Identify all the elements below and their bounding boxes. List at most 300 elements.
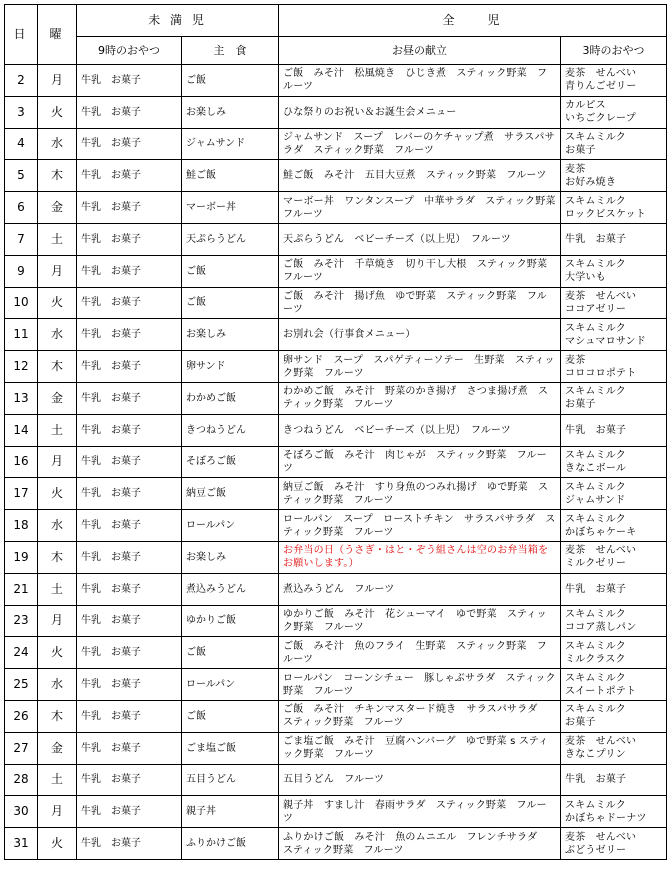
table-row [5,319,667,351]
weekday-cell [38,700,77,732]
weekday-cell-text: 月 [50,454,63,469]
day-cell-text: 11 [13,327,29,342]
staple-cell [182,732,279,764]
staple-cell-text: そぼろご飯 [186,456,236,468]
weekday-cell-text: 月 [50,72,63,87]
snack3-cell [561,192,667,224]
staple-cell [182,160,279,192]
table-row [5,605,667,637]
lunch-cell-text: ご飯 みそ汁 松風焼き ひじき煮 スティック野菜 フルーツ [283,68,548,93]
snack3-cell-text: スキムミルク スイートポテト [565,672,637,697]
snack9-cell [77,637,182,669]
lunch-cell [279,414,561,446]
snack9-cell [77,319,182,351]
table-row [5,732,667,764]
lunch-cell [279,319,561,351]
snack3-cell [561,669,667,701]
snack9-cell-text: 牛乳 お菓子 [81,520,141,532]
snack9-cell [77,192,182,224]
weekday-cell-text: 火 [50,104,63,119]
staple-cell [182,764,279,796]
snack3-cell [561,605,667,637]
weekday-cell [38,287,77,319]
table-row [5,828,667,860]
snack9-cell-text: 牛乳 お菓子 [81,806,141,818]
snack3-cell-text: スキムミルク かぼちゃドーナツ [565,799,647,824]
staple-cell [182,351,279,383]
snack3-cell-text: スキムミルク お菓子 [565,386,626,411]
snack9-cell-text: 牛乳 お菓子 [81,551,141,563]
day-cell [5,828,38,860]
day-cell-text: 5 [17,168,25,183]
staple-cell-text: ご飯 [186,265,206,277]
snack9-cell-text: 牛乳 お菓子 [81,138,141,150]
lunch-cell [279,605,561,637]
staple-cell [182,637,279,669]
table-row [5,287,667,319]
snack3-cell-text: スキムミルク かぼちゃケーキ [565,513,637,538]
weekday-cell-text: 木 [50,708,63,723]
snack9-cell [77,573,182,605]
staple-cell [182,478,279,510]
day-cell-text: 2 [17,72,25,87]
lunch-cell-text: 天ぷらうどん ベビーチーズ（以上児） フルーツ [283,233,511,245]
header-snack9: 9時のおやつ [77,37,182,65]
table-row [5,700,667,732]
staple-cell [182,828,279,860]
day-cell [5,319,38,351]
snack9-cell-text: 牛乳 お菓子 [81,329,141,341]
staple-cell [182,382,279,414]
lunch-cell [279,65,561,97]
lunch-cell [279,192,566,224]
snack9-cell [77,223,182,255]
snack9-cell [77,828,182,860]
day-cell-text: 31 [13,836,29,851]
day-cell-text: 23 [13,613,29,628]
header-row-sub [5,37,667,65]
snack3-cell [561,65,667,97]
lunch-cell-text: ロールパン コーンシチュー 豚しゃぶサラダ スティック野菜 フルーツ [283,672,556,697]
day-cell-text: 3 [17,104,25,119]
lunch-cell-text: ゆかりご飯 みそ汁 花シューマイ ゆで野菜 スティック野菜 フルーツ [283,608,547,633]
staple-cell [182,605,279,637]
weekday-cell [38,478,77,510]
snack3-cell [561,764,667,796]
snack3-cell-text: スキムミルク 大学いも [565,259,626,284]
weekday-cell-text: 金 [50,740,63,755]
day-cell [5,160,38,192]
staple-cell-text: ロールパン [186,520,236,532]
snack9-cell-text: 牛乳 お菓子 [81,838,141,850]
weekday-cell-text: 土 [50,422,63,437]
day-cell [5,65,38,97]
weekday-cell [38,573,77,605]
weekday-cell-text: 木 [50,359,63,374]
snack3-cell [561,223,667,255]
snack3-cell-text: 麦茶 せんべい 青りんごゼリー [565,68,637,93]
day-cell-text: 21 [13,581,29,596]
lunch-cell-text: 納豆ご飯 みそ汁 すり身魚のつみれ揚げ ゆで野菜 スティック野菜 フルーツ [283,481,549,506]
snack9-cell [77,128,182,160]
snack3-cell-text: カルピス いちごクレープ [565,100,636,125]
lunch-cell-text: 五目うどん フルーツ [283,774,385,786]
weekday-cell-text: 土 [50,772,63,787]
weekday-cell [38,255,77,287]
snack3-cell [561,255,667,287]
staple-cell-text: わかめご飯 [186,392,236,404]
snack9-cell-text: 牛乳 お菓子 [81,74,141,86]
weekday-cell [38,319,77,351]
snack9-cell-text: 牛乳 お菓子 [81,615,141,627]
staple-cell [182,65,279,97]
staple-cell [182,223,279,255]
staple-cell-text: 鮭ご飯 [186,170,216,182]
snack3-cell-text: 麦茶 せんべい ぶどうゼリー [565,831,637,856]
snack9-cell [77,446,182,478]
day-cell-text: 7 [17,231,25,246]
lunch-cell [279,128,561,160]
weekday-cell-text: 木 [50,168,63,183]
lunch-cell-text: 鮭ご飯 みそ汁 五目大豆煮 スティック野菜 フルーツ [283,170,547,182]
day-cell [5,796,38,828]
lunch-cell [279,255,561,287]
weekday-cell [38,351,77,383]
day-cell-text: 10 [13,295,29,310]
snack9-cell-text: 牛乳 お菓子 [81,710,141,722]
lunch-cell-text: マーボー丼 ワンタンスープ 中華サラダ スティック野菜 フルーツ [283,195,566,220]
header-staple: 主 食 [182,37,279,65]
lunch-cell-text: ご飯 みそ汁 千草焼き 切り干し大根 スティック野菜 フルーツ [283,259,558,284]
table-row [5,541,667,573]
day-cell [5,510,38,542]
weekday-cell [38,828,77,860]
snack3-cell-text: スキムミルク ミルクラスク [565,640,626,665]
header-under3: 未 満 児 [77,5,279,37]
staple-cell-text: ジャムサンド [186,138,246,150]
lunch-cell [279,700,561,732]
table-row [5,382,667,414]
table-row [5,478,667,510]
snack3-cell [561,828,667,860]
snack3-cell [561,319,667,351]
snack3-cell-text: スキムミルク ココア蒸しパン [565,608,637,633]
weekday-cell [38,764,77,796]
snack9-cell-text: 牛乳 お菓子 [81,106,141,118]
lunch-cell [279,478,561,510]
lunch-cell-text: お別れ会（行事食メニュー） [283,329,416,341]
snack9-cell [77,796,182,828]
snack9-cell-text: 牛乳 お菓子 [81,361,141,373]
lunch-cell [279,541,561,573]
lunch-cell-text: わかめご飯 みそ汁 野菜のかき揚げ さつま揚げ煮 スティック野菜 フルーツ [283,386,549,411]
day-cell [5,192,38,224]
day-cell [5,478,38,510]
day-cell-text: 12 [13,359,29,374]
staple-cell-text: ご飯 [186,647,206,659]
snack9-cell-text: 牛乳 お菓子 [81,202,141,214]
snack3-cell-text: 麦茶 せんべい ミルクゼリー [565,545,637,570]
day-cell [5,541,38,573]
weekday-cell-text: 金 [50,390,63,405]
snack3-cell [561,128,667,160]
staple-cell-text: ご飯 [186,74,206,86]
header-row-top [5,5,667,37]
snack9-cell [77,65,182,97]
lunch-cell-text: そぼろご飯 みそ汁 肉じゃが スティック野菜 フルーツ [283,449,547,474]
day-cell-text: 14 [13,422,29,437]
day-cell-text: 30 [13,804,29,819]
snack3-cell-text: 牛乳 お菓子 [565,424,627,436]
snack3-cell [561,160,667,192]
lunch-cell [279,669,561,701]
weekday-cell-text: 月 [50,263,63,278]
snack3-cell [561,541,667,573]
staple-cell-text: お楽しみ [186,551,226,563]
weekday-cell [38,223,77,255]
weekday-cell [38,541,77,573]
snack9-cell [77,732,182,764]
weekday-cell [38,65,77,97]
snack3-cell [561,446,667,478]
weekday-cell [38,128,77,160]
snack3-cell-text: 牛乳 お菓子 [565,233,627,245]
lunch-cell [279,287,561,319]
snack3-cell [561,414,667,446]
weekday-cell [38,637,77,669]
table-row [5,160,667,192]
staple-cell [182,541,279,573]
header-all: 全 児 [279,5,667,37]
snack3-cell [561,287,667,319]
staple-cell [182,446,279,478]
snack9-cell [77,669,182,701]
snack9-cell-text: 牛乳 お菓子 [81,774,141,786]
snack3-cell-text: スキムミルク ジャムサンド [565,481,626,506]
snack9-cell [77,541,182,573]
lunch-cell-text: きつねうどん ベビーチーズ（以上児） フルーツ [283,424,511,436]
staple-cell [182,573,279,605]
weekday-cell-text: 月 [50,613,63,628]
lunch-cell [279,637,561,669]
staple-cell-text: きつねうどん [186,424,246,436]
staple-cell-text: 煮込みうどん [186,583,246,595]
table-row [5,637,667,669]
snack9-cell [77,382,182,414]
lunch-cell-text: ごま塩ご飯 みそ汁 豆腐ハンバーグ ゆで野菜 s スティック野菜 フルーツ [283,736,549,761]
snack3-cell-text: 麦茶 お好み焼き [565,163,617,188]
header-weekday: 曜 [38,5,77,65]
snack3-cell [561,351,667,383]
snack3-cell [561,732,667,764]
lunch-cell-text: ご飯 みそ汁 揚げ魚 ゆで野菜 スティック野菜 フルーツ [283,290,547,315]
lunch-cell [279,828,561,860]
day-cell [5,255,38,287]
snack3-cell [561,637,667,669]
day-cell [5,605,38,637]
weekday-cell-text: 月 [50,804,63,819]
snack3-cell [561,700,667,732]
lunch-cell [279,573,561,605]
table-row [5,65,667,97]
snack3-cell-text: 牛乳 お菓子 [565,774,627,786]
day-cell [5,732,38,764]
weekday-cell-text: 水 [50,136,63,151]
table-row [5,446,667,478]
snack3-cell-text: スキムミルク お菓子 [565,131,626,156]
staple-cell-text: 五目うどん [186,774,236,786]
table-row [5,128,667,160]
snack9-cell [77,287,182,319]
snack9-cell [77,605,182,637]
staple-cell-text: 天ぷらうどん [186,233,246,245]
staple-cell-text: ご飯 [186,710,206,722]
snack9-cell [77,160,182,192]
monthly-menu-table [4,4,667,860]
lunch-cell [279,510,561,542]
weekday-cell-text: 火 [50,645,63,660]
staple-cell [182,669,279,701]
day-cell-text: 19 [13,549,29,564]
staple-cell-text: ロールパン [186,679,236,691]
day-cell-text: 17 [13,486,29,501]
staple-cell [182,319,279,351]
day-cell [5,96,38,128]
snack3-cell [561,573,667,605]
day-cell [5,223,38,255]
lunch-cell-text: 煮込みうどん フルーツ [283,583,395,595]
weekday-cell [38,414,77,446]
weekday-cell [38,160,77,192]
snack3-cell-text: スキムミルク ロックビスケット [565,195,646,220]
snack9-cell-text: 牛乳 お菓子 [81,742,141,754]
lunch-cell-text: ロールパン スープ ローストチキン サラスパサラダ スティック野菜 フルーツ [283,513,556,538]
weekday-cell-text: 土 [50,231,63,246]
staple-cell-text: ご飯 [186,297,206,309]
table-row [5,96,667,128]
day-cell [5,764,38,796]
day-cell-text: 9 [17,263,25,278]
table-row [5,669,667,701]
day-cell [5,351,38,383]
snack3-cell [561,96,667,128]
header-day: 日 [5,5,38,65]
lunch-cell [279,796,561,828]
staple-cell-text: お楽しみ [186,329,226,341]
snack3-cell [561,478,667,510]
day-cell-text: 27 [13,740,29,755]
snack3-cell-text: 麦茶 せんべい きなこプリン [565,736,637,761]
snack3-cell-text: スキムミルク お菓子 [565,704,626,729]
weekday-cell [38,605,77,637]
lunch-cell [279,382,561,414]
staple-cell [182,287,279,319]
snack3-cell-text: 麦茶 コロコロポテト [565,354,637,379]
day-cell-text: 25 [13,677,29,692]
lunch-cell [279,223,561,255]
weekday-cell [38,96,77,128]
lunch-cell [279,96,561,128]
day-cell-text: 4 [17,136,25,151]
day-cell [5,128,38,160]
weekday-cell-text: 木 [50,549,63,564]
snack9-cell-text: 牛乳 お菓子 [81,647,141,659]
snack9-cell [77,414,182,446]
weekday-cell [38,192,77,224]
staple-cell-text: お楽しみ [186,106,226,118]
day-cell [5,700,38,732]
lunch-cell [279,160,561,192]
snack3-cell [561,382,667,414]
staple-cell [182,700,279,732]
staple-cell-text: 親子丼 [186,806,216,818]
table-row [5,192,667,224]
weekday-cell-text: 金 [50,200,63,215]
snack9-cell-text: 牛乳 お菓子 [81,583,141,595]
staple-cell-text: 納豆ご飯 [186,488,226,500]
lunch-cell-text: ご飯 みそ汁 チキンマスタード焼き サラスパサラダ スティック野菜 フルーツ [283,704,548,729]
day-cell-text: 18 [13,518,29,533]
snack9-cell-text: 牛乳 お菓子 [81,392,141,404]
staple-cell-text: ごま塩ご飯 [186,742,236,754]
day-cell [5,669,38,701]
table-row [5,510,667,542]
staple-cell-text: ゆかりご飯 [186,615,236,627]
day-cell [5,382,38,414]
lunch-cell [279,764,561,796]
table-row [5,573,667,605]
day-cell [5,573,38,605]
table-row [5,351,667,383]
table-row [5,764,667,796]
staple-cell-text: ふりかけご飯 [186,838,246,850]
weekday-cell-text: 水 [50,518,63,533]
day-cell-text: 16 [13,454,29,469]
header-lunch: お昼の献立 [279,37,561,65]
staple-cell [182,255,279,287]
snack3-cell-text: スキムミルク きなこボール [565,449,627,474]
staple-cell [182,192,279,224]
table-row [5,223,667,255]
snack9-cell-text: 牛乳 お菓子 [81,297,141,309]
lunch-cell-text: ご飯 みそ汁 魚のフライ 生野菜 スティック野菜 フルーツ [283,640,547,665]
day-cell [5,637,38,669]
snack9-cell-text: 牛乳 お菓子 [81,170,141,182]
weekday-cell [38,732,77,764]
snack3-cell [561,796,667,828]
weekday-cell-text: 水 [50,327,63,342]
weekday-cell [38,510,77,542]
staple-cell [182,128,279,160]
staple-cell [182,796,279,828]
snack9-cell [77,764,182,796]
lunch-cell-text: ジャムサンド スープ レバーのケチャップ煮 サラスパサラダ スティック野菜 フルーツ [283,131,555,156]
snack9-cell [77,700,182,732]
snack9-cell-text: 牛乳 お菓子 [81,488,141,500]
weekday-cell-text: 火 [50,486,63,501]
snack3-cell-text: 牛乳 お菓子 [565,583,627,595]
snack9-cell-text: 牛乳 お菓子 [81,679,141,691]
day-cell [5,446,38,478]
table-row [5,255,667,287]
lunch-cell-text: 卵サンド スープ スパゲティーソテー 生野菜 スティック野菜 フルーツ [283,354,555,379]
table-row [5,796,667,828]
snack3-cell [561,510,667,542]
snack9-cell-text: 牛乳 お菓子 [81,424,141,436]
table-row [5,414,667,446]
snack9-cell-text: 牛乳 お菓子 [81,456,141,468]
lunch-cell [279,732,561,764]
